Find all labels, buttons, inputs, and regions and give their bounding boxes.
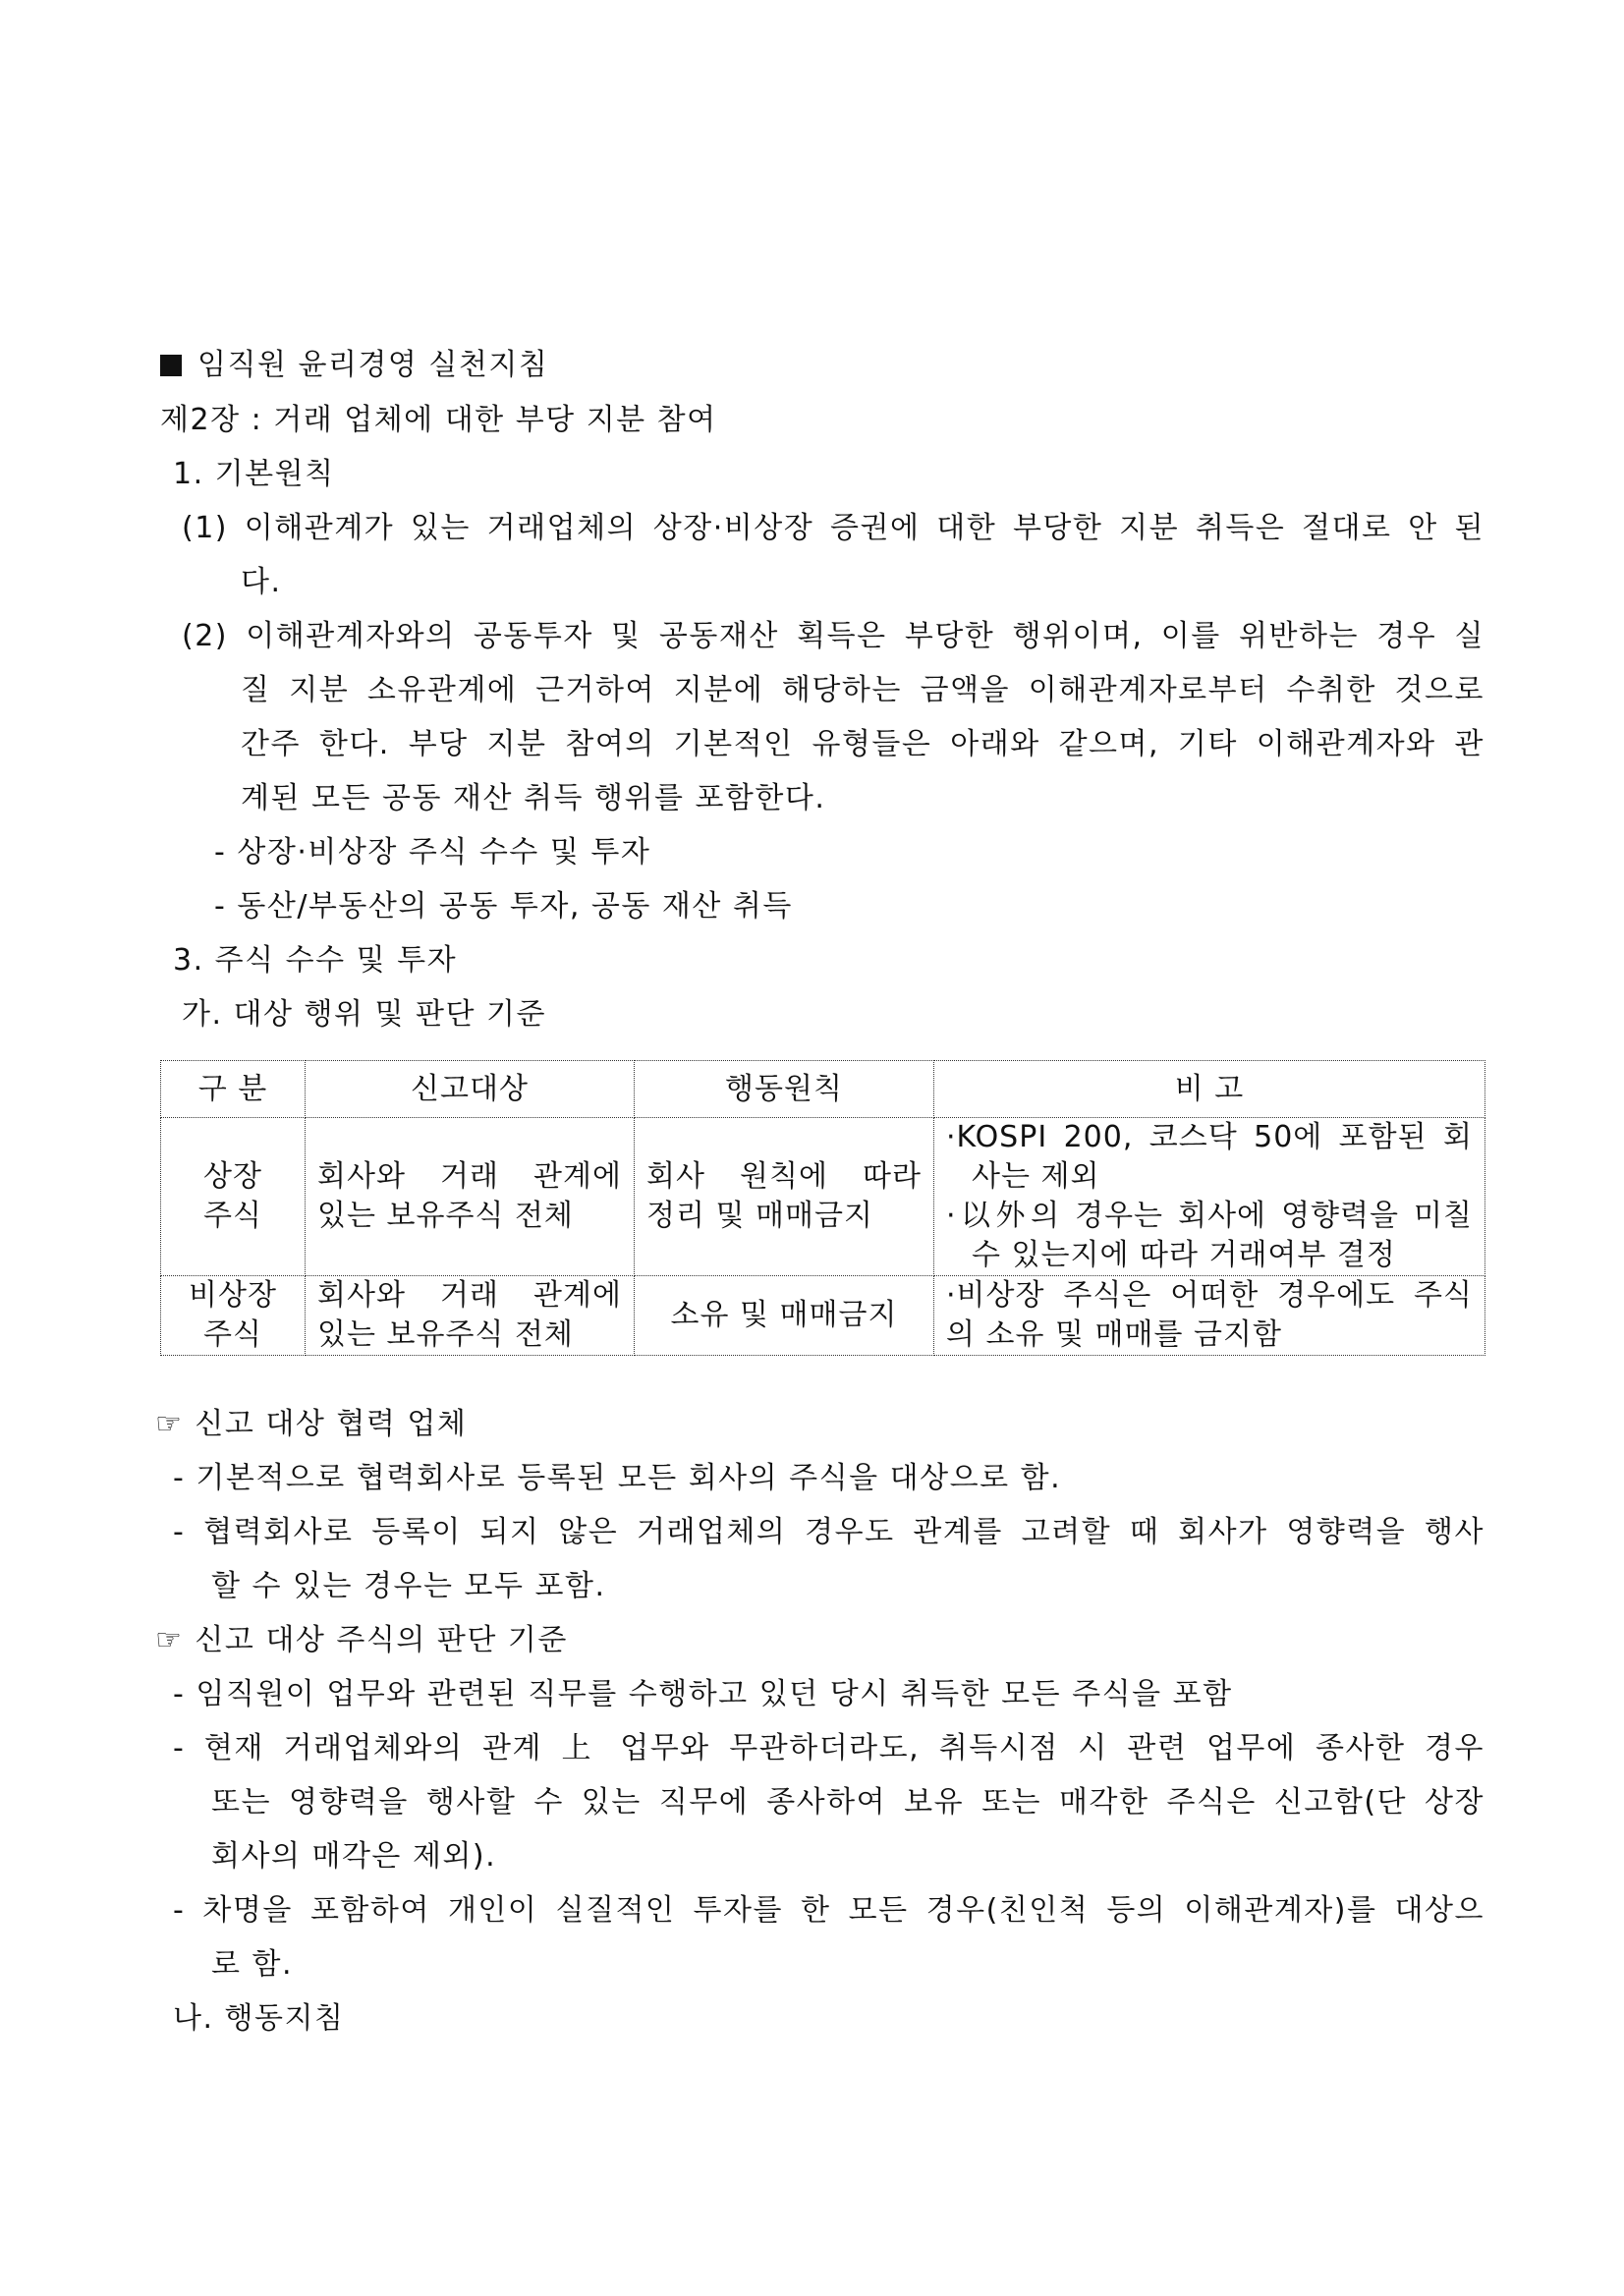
title-text: 임직원 윤리경영 실천지침 <box>197 348 549 382</box>
principle-line: 회사 원칙에 따라 <box>646 1159 922 1194</box>
target-cell <box>306 1276 635 1356</box>
note-2-bullet-2-line-2: 또는 영향력을 행사할 수 있는 직무에 종사하여 보유 또는 매각한 주식은 신고함(단 상장 <box>211 1785 1484 1820</box>
target-line: 있는 보유주식 전체 <box>317 1199 574 1233</box>
note-1-bullet-2-line-2: 할 수 있는 경우는 모두 포함. <box>211 1569 606 1603</box>
category-line: 비상장 <box>189 1278 277 1313</box>
category-cell <box>161 1276 306 1356</box>
principle-cell: 소유 및 매매금지 <box>635 1276 934 1356</box>
table-header-row <box>161 1061 1485 1118</box>
note-2-bullet-2-line-1: - 현재 거래업체와의 관계 上 업무와 무관하더라도, 취득시점 시 관련 업무에 종사한 경우 <box>173 1731 1484 1765</box>
section-3a-heading: 가. 대상 행위 및 판단 기준 <box>182 997 547 1032</box>
paragraph-2-line-1: (2) 이해관계자와의 공동투자 및 공동재산 획득은 부당한 행위이며, 이를 위반하는 경우 실 <box>182 619 1484 653</box>
table-row <box>161 1276 1485 1356</box>
section-1-heading: 1. 기본원칙 <box>173 457 335 491</box>
note-2-bullet-2-line-3: 회사의 매각은 제외). <box>211 1839 497 1874</box>
section-3-heading: 3. 주식 수수 및 투자 <box>173 943 458 978</box>
chapter-heading: 제2장 : 거래 업체에 대한 부당 지분 참여 <box>160 403 717 437</box>
remarks-cell <box>934 1276 1485 1356</box>
paragraph-2-line-2: 질 지분 소유관계에 근거하여 지분에 해당하는 금액을 이해관계자로부터 수취한 것으로 <box>241 673 1484 707</box>
note-1-title: 신고 대상 협력 업체 <box>195 1407 468 1441</box>
remarks-line: 의 소유 및 매매를 금지함 <box>946 1317 1282 1352</box>
pointing-hand-icon: ☞ <box>155 1407 184 1441</box>
paragraph-1-line-1: (1) 이해관계가 있는 거래업체의 상장·비상장 증권에 대한 부당한 지분 취득은 절대로 안 된 <box>182 511 1484 545</box>
note-2-bullet-3-line-1: - 차명을 포함하여 개인이 실질적인 투자를 한 모든 경우(친인척 등의 이해관계자)를 대상으 <box>173 1893 1484 1928</box>
header-category: 구 분 <box>161 1061 306 1118</box>
category-line: 상장 <box>203 1159 262 1194</box>
table-row <box>161 1118 1485 1276</box>
principle-cell <box>635 1118 934 1276</box>
header-principle: 행동원칙 <box>635 1061 934 1118</box>
note-2-bullet-1: - 임직원이 업무와 관련된 직무를 수행하고 있던 당시 취득한 모든 주식을 포함 <box>173 1677 1233 1711</box>
section-3b-heading: 나. 행동지침 <box>173 2001 345 2036</box>
note-2-bullet-3-line-2: 로 함. <box>211 1947 294 1982</box>
note-1-bullet-2-line-1: - 협력회사로 등록이 되지 않은 거래업체의 경우도 관계를 고려할 때 회사가 영향력을 행사 <box>173 1515 1484 1549</box>
header-report-target: 신고대상 <box>306 1061 635 1118</box>
remarks-line: 사는 제외 <box>972 1159 1100 1194</box>
category-cell <box>161 1118 306 1276</box>
paragraph-1-line-2: 다. <box>241 565 282 599</box>
note-1-bullet-1: - 기본적으로 협력회사로 등록된 모든 회사의 주식을 대상으로 함. <box>173 1461 1062 1495</box>
remarks-line: ·以外의 경우는 회사에 영향력을 미칠 <box>946 1199 1473 1233</box>
target-line: 있는 보유주식 전체 <box>317 1317 574 1352</box>
note-2-title: 신고 대상 주식의 판단 기준 <box>195 1623 568 1657</box>
category-line: 주식 <box>203 1199 262 1233</box>
remarks-line: ·KOSPI 200, 코스닥 50에 포함된 회 <box>946 1120 1473 1154</box>
remarks-line: 수 있는지에 따라 거래여부 결정 <box>972 1238 1396 1272</box>
type-list-item-2: - 동산/부동산의 공동 투자, 공동 재산 취득 <box>214 889 793 924</box>
header-remarks: 비 고 <box>934 1061 1485 1118</box>
paragraph-2-line-4: 계된 모든 공동 재산 취득 행위를 포함한다. <box>241 781 826 815</box>
principle-line: 정리 및 매매금지 <box>646 1199 873 1233</box>
category-line: 주식 <box>203 1317 262 1352</box>
criteria-table <box>160 1060 1485 1356</box>
target-cell <box>306 1118 635 1276</box>
note-2-heading <box>155 1621 568 1660</box>
square-bullet-icon <box>160 355 182 376</box>
note-1-heading <box>155 1405 467 1444</box>
paragraph-2-line-3: 간주 한다. 부당 지분 참여의 기본적인 유형들은 아래와 같으며, 기타 이해관계자와 관 <box>241 727 1484 761</box>
pointing-hand-icon: ☞ <box>155 1623 184 1657</box>
remarks-cell <box>934 1118 1485 1276</box>
remarks-line: ·비상장 주식은 어떠한 경우에도 주식 <box>946 1278 1473 1313</box>
target-line: 회사와 거래 관계에 <box>317 1159 622 1194</box>
type-list-item-1: - 상장·비상장 주식 수수 및 투자 <box>214 835 651 869</box>
document-title <box>160 346 548 385</box>
target-line: 회사와 거래 관계에 <box>317 1278 622 1313</box>
